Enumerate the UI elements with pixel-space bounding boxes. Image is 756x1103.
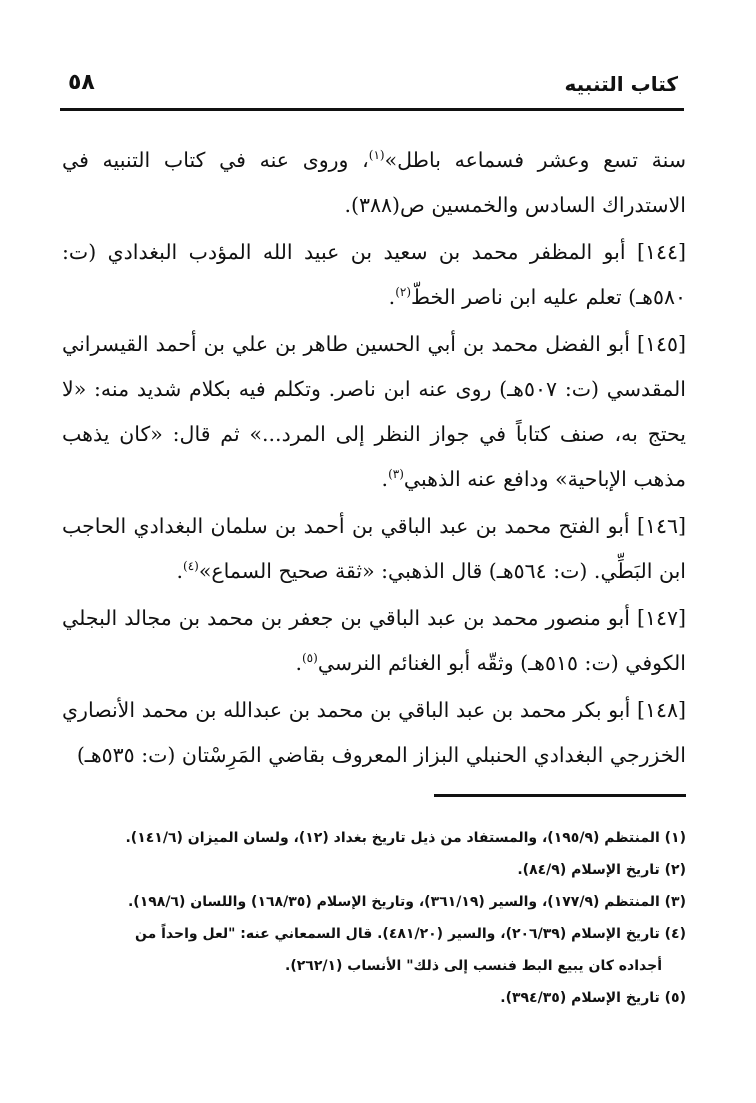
page-number: ٥٨ bbox=[68, 70, 95, 95]
footnote-1: (١) المنتظم (١٩٥/٩)، والمستفاد من ذيل تاريخ بغداد (١٢)، ولسان الميزان (١٤١/٦). bbox=[125, 830, 686, 846]
footnote-4-continued: أجداده كان يبيع البط فنسب إلى ذلك" الأنساب (٢٦٢/١). bbox=[285, 958, 662, 974]
footnote-ref[interactable]: (١) bbox=[368, 148, 385, 163]
entry-144: [١٤٤] أبو المظفر محمد بن سعيد بن عبيد الله المؤدب البغدادي (ت: ٥٨٠هـ) تعلم عليه ابن ناصر الخطّ$^{(٢)}$. bbox=[62, 240, 686, 309]
footnotes bbox=[62, 822, 686, 1014]
footnote-ref[interactable]: (٣) bbox=[388, 467, 404, 482]
entry-147: [١٤٧] أبو منصور محمد بن عبد الباقي بن جعفر بن محمد بن مجالد البجلي الكوفي (ت: ٥١٥هـ) وثقّه أبو الغنائم النرسي$^{(٥)}$. bbox=[62, 606, 686, 675]
footnote-separator bbox=[434, 794, 686, 797]
paragraph: سنة تسع وعشر فسماعه باطل»$^{(١)}$، وروى عنه في كتاب التنبيه في الاستدراك السادس والخمسين ص(٣٨٨). bbox=[62, 148, 686, 217]
footnote-ref[interactable]: (٢) bbox=[395, 285, 412, 300]
entry-146: [١٤٦] أبو الفتح محمد بن عبد الباقي بن أحمد بن سلمان البغدادي الحاجب ابن البَطِّي. (ت: ٥٦٤هـ) قال الذهبي: «ثقة صحيح السماع»$^{(٤)}$. bbox=[62, 514, 686, 583]
footnote-ref[interactable]: (٥) bbox=[301, 651, 318, 666]
footnote-3: (٣) المنتظم (١٧٧/٩)، والسير (٣٦١/١٩)، وتاريخ الإسلام (١٦٨/٣٥) واللسان (١٩٨/٦). bbox=[127, 894, 686, 910]
entry-145: [١٤٥] أبو الفضل محمد بن أبي الحسين طاهر بن علي بن أحمد القيسراني المقدسي (ت: ٥٠٧هـ) روى عنه ابن ناصر. وتكلم فيه بكلام شديد منه: «لا يحتج به، صنف كتاباً في جواز النظر إلى المرد...» ثم قال: «كان يذهب مذهب الإباحية» ودافع عنه الذهبي$^{(٣)}$. bbox=[62, 332, 686, 491]
main-text bbox=[62, 138, 686, 778]
footnote-4: (٤) تاريخ الإسلام (٢٠٦/٣٩)، والسير (٤٨١/٢٠). قال السمعاني عنه: "لعل واحداً من bbox=[134, 926, 686, 942]
footnote-2: (٢) تاريخ الإسلام (٨٤/٩). bbox=[517, 862, 686, 878]
footnote-5: (٥) تاريخ الإسلام (٣٩٤/٣٥). bbox=[500, 990, 686, 1006]
entry-148: [١٤٨] أبو بكر محمد بن عبد الباقي بن محمد بن عبدالله بن محمد الأنصاري الخزرجي البغدادي الحنبلي البزاز المعروف بقاضي المَرِسْتان (ت: ٥٣٥هـ) bbox=[62, 698, 686, 767]
book-title: كتاب التنبيه bbox=[564, 72, 678, 96]
running-header bbox=[60, 68, 684, 111]
footnote-ref[interactable]: (٤) bbox=[183, 559, 199, 574]
